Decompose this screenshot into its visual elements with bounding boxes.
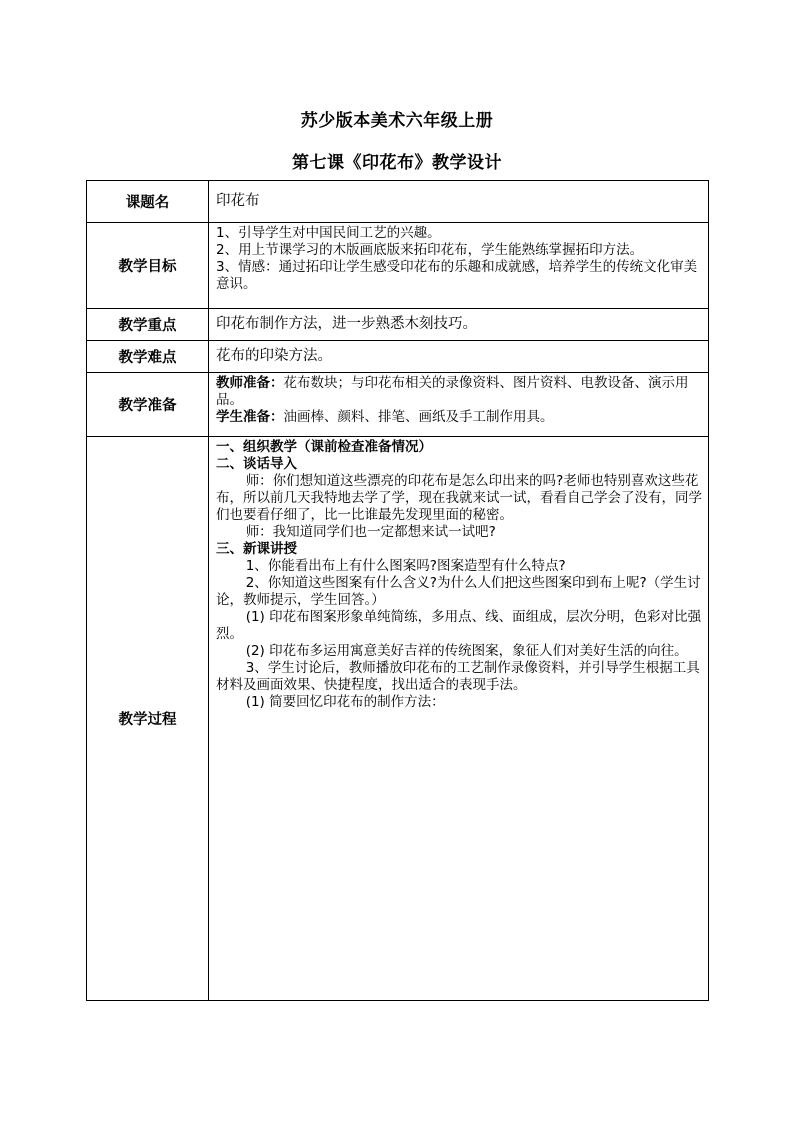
label-preparation: 教学准备	[87, 373, 209, 437]
lesson-plan-table	[86, 180, 709, 1001]
teacher-prep-label: 教师准备：	[216, 375, 284, 391]
process-paragraph: 2、你知道这些图案有什么含义?为什么人们把这些图案印到布上呢?（学生讨论，教师提示，学生回答。）	[216, 575, 701, 608]
process-heading: 三、新课讲授	[216, 541, 297, 557]
process-paragraph: 师：你们想知道这些漂亮的印花布是怎么印出来的吗?老师也特别喜欢这些花布，所以前几天我特地去学了学，现在我就来试一试，看看自己学会了没有，同学们也要看仔细了，比一比谁最先发现里面的秘密。	[216, 473, 702, 523]
label-key-points: 教学重点	[87, 309, 209, 341]
process-paragraph: (1) 简要回忆印花布的制作方法：	[245, 694, 445, 710]
row-topic	[87, 181, 709, 223]
row-preparation	[87, 373, 709, 437]
teacher-prep-text: 花布数块；与印花布相关的录像资料、图片资料、电教设备、演示用品。	[216, 375, 689, 408]
process-heading: 二、谈话导入	[216, 456, 297, 472]
process-paragraph: 3、学生讨论后，教师播放印花布的工艺制作录像资料，并引导学生根据工具材料及画面效果、快捷程度，找出适合的表现手法。	[216, 660, 700, 693]
row-difficulty	[87, 341, 709, 373]
process-paragraph: 师：我知道同学们也一定都想来试一试吧?	[245, 524, 496, 540]
process-paragraph: (1) 印花布图案形象单纯简练，多用点、线、面组成，层次分明，色彩对比强烈。	[216, 609, 702, 642]
value-preparation	[209, 373, 709, 437]
goal-line: 1、引导学生对中国民间工艺的兴趣。	[216, 225, 441, 241]
goal-line: 2、用上节课学习的木版画底版来拓印花布，学生能熟练掌握拓印方法。	[216, 242, 644, 258]
value-key-points: 印花布制作方法，进一步熟悉木刻技巧。	[209, 309, 709, 341]
process-heading: 一、组织教学（课前检查准备情况）	[216, 439, 432, 455]
value-process	[209, 437, 709, 1001]
row-key-points	[87, 309, 709, 341]
value-difficulty: 花布的印染方法。	[209, 341, 709, 373]
student-prep-label: 学生准备：	[216, 409, 284, 425]
row-process	[87, 437, 709, 1001]
process-paragraph: 1、你能看出布上有什么图案吗?图案造型有什么特点?	[245, 558, 566, 574]
row-goals	[87, 223, 709, 309]
document-title: 苏少版本美术六年级上册	[300, 111, 494, 131]
label-topic: 课题名	[87, 181, 209, 223]
goal-line: 3、情感：通过拓印让学生感受印花布的乐趣和成就感，培养学生的传统文化审美意识。	[216, 259, 698, 292]
value-topic: 印花布	[209, 181, 709, 223]
label-process: 教学过程	[87, 437, 209, 1001]
label-difficulty: 教学难点	[87, 341, 209, 373]
value-goals	[209, 223, 709, 309]
process-paragraph: (2) 印花布多运用寓意美好吉祥的传统图案，象征人们对美好生活的向往。	[245, 643, 688, 659]
label-goals: 教学目标	[87, 223, 209, 309]
document-subtitle: 第七课《印花布》教学设计	[292, 153, 502, 173]
student-prep-text: 油画棒、颜料、排笔、画纸及手工制作用具。	[283, 409, 554, 425]
